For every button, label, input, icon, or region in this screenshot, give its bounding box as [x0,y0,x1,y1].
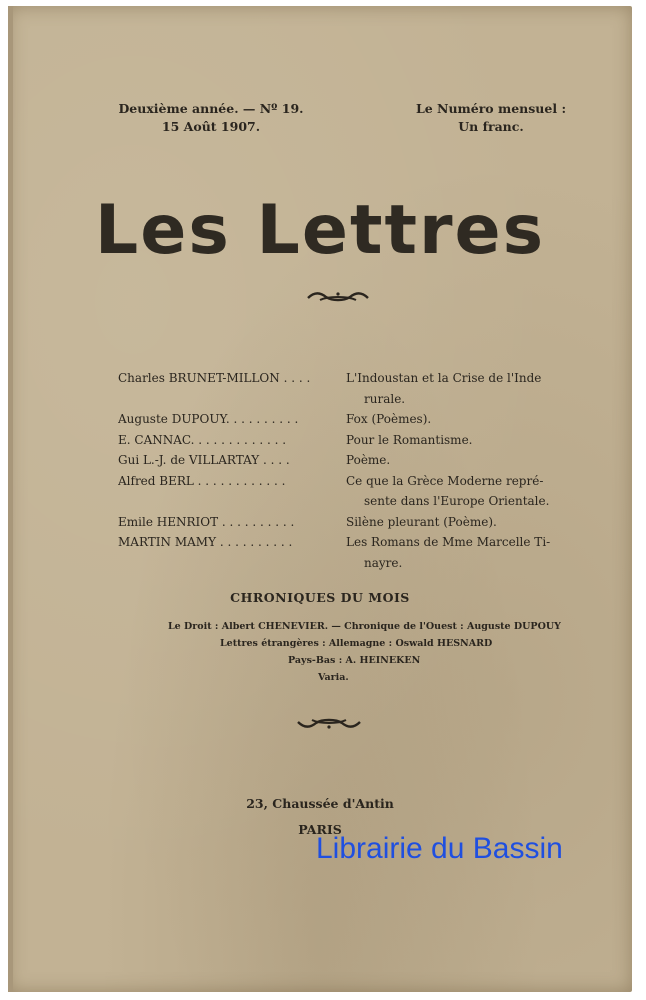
toc-title-text: Silène pleurant (Poème). [346,514,497,529]
toc-author: Emile HENRIOT . . . . . . . . . . [118,514,295,529]
toc-title [346,532,568,573]
journal-title: Les Lettres [94,191,546,270]
toc-entry [118,450,568,471]
chronique-line: Le Droit : Albert CHENEVIER. — Chronique de l'Ouest : Auguste DUPOUY [168,621,561,632]
toc-entry [118,430,568,451]
toc-title [346,512,568,533]
toc-title-text: Fox (Poèmes). [346,412,432,426]
toc-author: Charles BRUNET-MILLON . . . . [118,371,311,385]
toc-title [346,450,568,471]
watermark-text: Librairie du Bassin [316,832,563,865]
price-value: Un franc. [458,119,524,134]
toc-title-continuation: sente dans l'Europe Orientale. [364,494,550,508]
toc-title-text: Pour le Romantisme. [346,432,473,447]
cover-edge [8,6,13,992]
toc-entry [118,368,568,409]
toc-entry [118,471,568,512]
chroniques-list [168,618,561,686]
toc-title-continuation: nayre. [364,555,403,570]
chronique-line: Varia. [318,672,349,683]
chronique-line: Lettres étrangères : Allemagne : Oswald HESNARD [220,638,493,649]
toc-title [346,409,568,430]
toc-title-continuation: rurale. [364,391,406,406]
toc-title [346,368,568,409]
chroniques-heading: CHRONIQUES DU MOIS [230,590,410,605]
toc-title-text: Poème. [346,453,391,467]
toc-title-text: Les Romans de Mme Marcelle Ti- [346,535,551,549]
toc-entry [118,409,568,430]
toc-entry [118,512,568,533]
toc-entry [118,532,568,573]
publisher-city: PARIS [298,822,342,837]
ornament-bottom-icon [296,716,362,732]
issue-info [116,100,306,136]
ornament-top-icon [306,288,370,304]
toc-author: Alfred BERL . . . . . . . . . . . . [118,473,286,488]
toc-title-text: Ce que la Grèce Moderne repré- [346,473,544,488]
issue-number: Deuxième année. — Nº 19. [118,101,304,116]
toc-title [346,471,568,512]
toc-author: MARTIN MAMY . . . . . . . . . . [118,535,293,549]
table-of-contents [118,368,568,573]
chronique-line: Pays-Bas : A. HEINEKEN [288,655,421,666]
toc-title [346,430,568,451]
publisher-address: 23, Chaussée d'Antin [246,796,394,811]
price-info [406,100,576,136]
toc-author: Auguste DUPOUY. . . . . . . . . . [118,412,299,426]
toc-author: Gui L.-J. de VILLARTAY . . . . [118,453,290,467]
price-label: Le Numéro mensuel : [415,101,567,116]
toc-title-text: L'Indoustan et la Crise de l'Inde [346,371,542,385]
toc-author: E. CANNAC. . . . . . . . . . . . . [118,432,287,447]
issue-date: 15 Août 1907. [161,119,261,134]
